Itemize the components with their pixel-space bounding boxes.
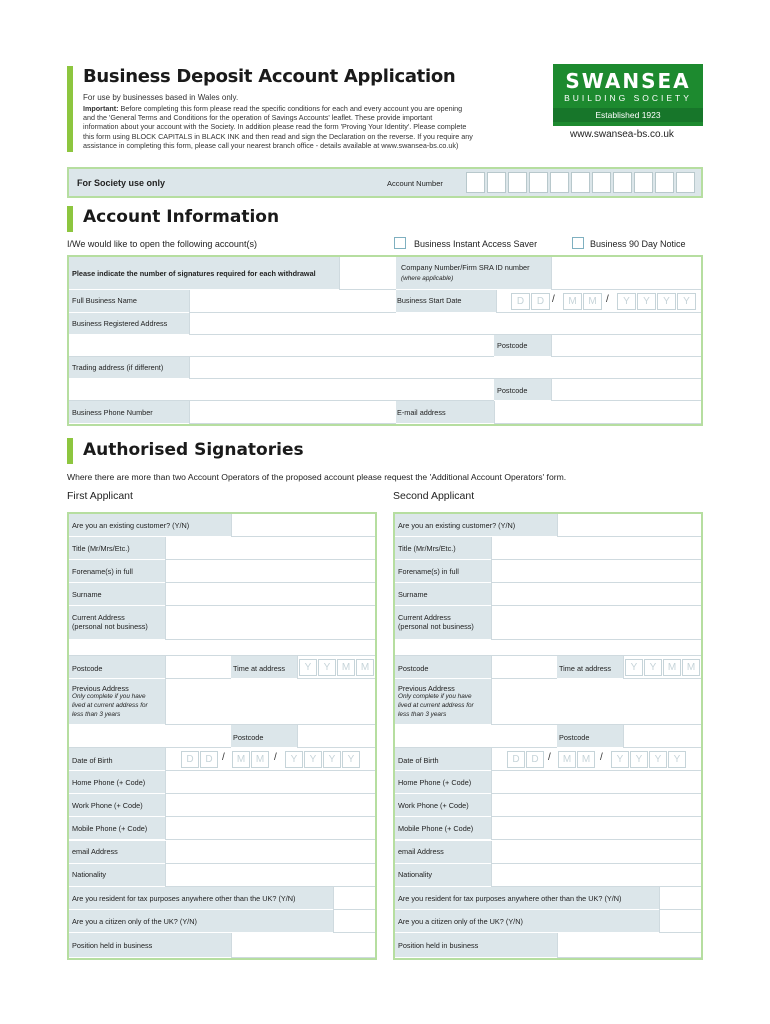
date-separator: / [552,294,555,305]
section-accent-bar [67,438,73,464]
first-applicant-dob-year-box[interactable]: Y [342,751,360,768]
second-applicant-prev-address-note: less than 3 years [398,711,447,718]
important-line: assistance in completing this form, please call your nearest branch office - details available at www.swansea-bs.co.uk) [83,140,459,150]
second-applicant-email-label: email Address [398,847,444,857]
company-number-input[interactable] [551,257,701,290]
first-applicant-dob-month-box[interactable]: M [232,751,250,768]
account-number-box[interactable] [466,172,485,193]
first-applicant-citizen-label: Are you a citizen only of the UK? (Y/N) [72,916,197,926]
account-number-box[interactable] [508,172,527,193]
first-applicant-dob-separator: / [222,752,225,763]
account-number-box[interactable] [613,172,632,193]
full-name-input[interactable] [189,290,396,313]
company-number-cell [396,257,551,290]
second-applicant-dob-year-box[interactable]: Y [611,751,629,768]
first-applicant-prev-address-input-line2[interactable] [69,725,231,748]
date-day-box[interactable]: D [531,293,550,310]
first-applicant-prev-address-label: Previous Address [72,684,129,693]
first-applicant-time-year-box[interactable]: Y [318,659,336,676]
registered-address-label: Business Registered Address [72,319,168,328]
second-applicant-forenames-label: Forename(s) in full [398,566,459,576]
second-applicant-prev-address-note: lived at current address for [398,702,474,709]
first-applicant-table [67,512,377,960]
phone-label: Business Phone Number [72,408,153,417]
first-applicant-current-address-input-line2[interactable] [69,640,375,656]
company-number-note: (where applicable) [401,275,454,282]
important-line: Before completing this form please read the specific conditions for each and every account you are opening [120,104,463,113]
account-number-box[interactable] [487,172,506,193]
first-applicant-mobile-phone-input[interactable] [165,817,375,840]
first-applicant-tax-resident-input[interactable] [333,887,375,910]
second-applicant-heading: Second Applicant [393,490,475,502]
instant-access-label: Business Instant Access Saver [414,239,538,249]
trading-address-label: Trading address (if different) [72,363,164,372]
second-applicant-prev-address-note: Only complete if you have [398,693,472,700]
date-day-box[interactable]: D [511,293,530,310]
first-applicant-dob-year-box[interactable]: Y [304,751,322,768]
second-applicant-nationality-input[interactable] [491,864,701,887]
important-label: Important: [83,104,119,113]
second-applicant-dob-month-box[interactable]: M [577,751,595,768]
trading-postcode-input[interactable] [551,379,701,401]
second-applicant-mobile-phone-input[interactable] [491,817,701,840]
second-applicant-time-year-box[interactable]: Y [625,659,643,676]
second-applicant-home-phone-label: Home Phone (+ Code) [398,777,472,787]
email-label: E-mail address [397,408,446,417]
second-applicant-postcode-label: Postcode [398,664,429,673]
first-applicant-dob-separator: / [274,752,277,763]
second-applicant-current-address-label: Current Address [398,613,451,622]
account-intro: I/We would like to open the following account(s) [67,239,257,249]
phone-input[interactable] [189,401,396,424]
second-applicant-postcode-input[interactable] [491,656,557,679]
first-applicant-title-label: Title (Mr/Mrs/Etc.) [72,543,130,553]
email-input[interactable] [494,401,701,424]
second-applicant-surname-label: Surname [398,589,428,599]
date-year-box[interactable]: Y [637,293,656,310]
trading-postcode-label: Postcode [497,386,528,395]
second-applicant-prev-address-input-line2[interactable] [395,725,557,748]
first-applicant-forenames-label: Forename(s) in full [72,566,133,576]
first-applicant-dob-year-box[interactable]: Y [323,751,341,768]
second-applicant-citizen-label: Are you a citizen only of the UK? (Y/N) [398,916,523,926]
second-applicant-position-label: Position held in business [398,940,479,950]
first-applicant-work-phone-label: Work Phone (+ Code) [72,800,143,810]
company-number-label: Company Number/Firm SRA ID number [401,263,530,272]
second-applicant-time-month-box[interactable]: M [682,659,700,676]
registered-postcode-input[interactable] [551,335,701,357]
date-separator: / [606,294,609,305]
second-applicant-dob-label: Date of Birth [398,756,439,765]
second-applicant-position-input[interactable] [557,933,701,958]
first-applicant-dob-day-box[interactable]: D [200,751,218,768]
first-applicant-title-input[interactable] [165,537,375,560]
trading-address-input[interactable] [189,357,701,379]
first-applicant-home-phone-input[interactable] [165,771,375,794]
account-info-title: Account Information [83,207,280,227]
first-applicant-dob-day-box[interactable]: D [181,751,199,768]
second-applicant-table [393,512,703,960]
account-number-box[interactable] [634,172,653,193]
instant-access-checkbox[interactable] [394,237,406,249]
registered-address-input-line2[interactable] [69,335,494,357]
signatories-intro: Where there are more than two Account Operators of the proposed account please request the 'Additional Account Operators' form. [67,472,567,482]
account-number-box[interactable] [550,172,569,193]
full-name-label: Full Business Name [72,296,137,305]
society-use-bar [67,167,703,198]
second-applicant-prev-postcode-label: Postcode [559,733,590,742]
first-applicant-time-month-box[interactable]: M [337,659,355,676]
first-applicant-existing-customer-input[interactable] [231,514,375,537]
date-month-box[interactable]: M [583,293,602,310]
second-applicant-dob-year-box[interactable]: Y [649,751,667,768]
date-year-box[interactable]: Y [677,293,696,310]
logo-tagline: BUILDING SOCIETY [564,93,692,103]
second-applicant-dob-month-box[interactable]: M [558,751,576,768]
ninety-day-checkbox[interactable] [572,237,584,249]
second-applicant-surname-input[interactable] [491,583,701,606]
first-applicant-tax-resident-label: Are you resident for tax purposes anywhere other than the UK? (Y/N) [72,893,296,903]
second-applicant-title-label: Title (Mr/Mrs/Etc.) [398,543,456,553]
first-applicant-dob-month-box[interactable]: M [251,751,269,768]
header-accent-bar [67,66,73,152]
section-accent-bar [67,206,73,232]
registered-address-input[interactable] [189,313,701,335]
date-month-box[interactable]: M [563,293,582,310]
second-applicant-time-at-address-label: Time at address [559,664,612,673]
second-applicant-dob-year-box[interactable]: Y [630,751,648,768]
signatories-title: Authorised Signatories [83,440,304,460]
first-applicant-email-label: email Address [72,847,118,857]
second-applicant-nationality-label: Nationality [398,870,433,880]
registered-postcode-label: Postcode [497,341,528,350]
second-applicant-email-input[interactable] [491,841,701,864]
account-number-box[interactable] [676,172,695,193]
second-applicant-home-phone-input[interactable] [491,771,701,794]
important-line: and the 'General Terms and Conditions for the operation of Savings Accounts' leaflet. These provide important [83,113,433,123]
first-applicant-surname-label: Surname [72,589,102,599]
first-applicant-mobile-phone-label: Mobile Phone (+ Code) [72,823,148,833]
account-info-table [67,255,703,426]
trading-address-input-line2[interactable] [69,379,494,401]
second-applicant-dob-separator: / [600,752,603,763]
page-title: Business Deposit Account Application [83,66,456,87]
second-applicant-prev-address-label: Previous Address [398,684,455,693]
first-applicant-time-at-address-label: Time at address [233,664,286,673]
first-applicant-time-year-box[interactable]: Y [299,659,317,676]
account-number-box[interactable] [571,172,590,193]
logo-established: Established 1923 [553,108,703,122]
second-applicant-forenames-input[interactable] [491,560,701,583]
second-applicant-dob-day-box[interactable]: D [507,751,525,768]
first-applicant-dob-label: Date of Birth [72,756,113,765]
first-applicant-position-input[interactable] [231,933,375,958]
first-applicant-prev-address-note: lived at current address for [72,702,148,709]
first-applicant-time-month-box[interactable]: M [356,659,374,676]
second-applicant-tax-resident-label: Are you resident for tax purposes anywhere other than the UK? (Y/N) [398,893,622,903]
signatures-input[interactable] [339,257,396,290]
date-year-box[interactable]: Y [617,293,636,310]
first-applicant-home-phone-label: Home Phone (+ Code) [72,777,146,787]
account-number-box[interactable] [529,172,548,193]
first-applicant-prev-postcode-input[interactable] [297,725,375,748]
website-link[interactable]: www.swansea-bs.co.uk [570,129,674,140]
first-applicant-nationality-label: Nationality [72,870,107,880]
first-applicant-postcode-input[interactable] [165,656,231,679]
second-applicant-mobile-phone-label: Mobile Phone (+ Code) [398,823,474,833]
first-applicant-prev-address-note: less than 3 years [72,711,121,718]
society-use-label: For Society use only [77,178,166,188]
logo-name: SWANSEA [565,69,691,93]
first-applicant-nationality-input[interactable] [165,864,375,887]
first-applicant-forenames-input[interactable] [165,560,375,583]
account-number-box[interactable] [592,172,611,193]
important-notice [83,104,528,150]
first-applicant-dob-year-box[interactable]: Y [285,751,303,768]
first-applicant-position-label: Position held in business [72,940,153,950]
first-applicant-current-address-label: Current Address [72,613,125,622]
second-applicant-prev-postcode-input[interactable] [623,725,701,748]
first-applicant-current-address-input[interactable] [165,606,375,640]
account-number-label: Account Number [387,179,443,188]
signatures-label: Please indicate the number of signatures required for each withdrawal [72,269,316,278]
ninety-day-label: Business 90 Day Notice [590,239,686,249]
second-applicant-work-phone-input[interactable] [491,794,701,817]
second-applicant-dob-separator: / [548,752,551,763]
first-applicant-heading: First Applicant [67,490,133,502]
second-applicant-time-month-box[interactable]: M [663,659,681,676]
first-applicant-prev-address-note: Only complete if you have [72,693,146,700]
second-applicant-existing-customer-input[interactable] [557,514,701,537]
page-subtitle: For use by businesses based in Wales only. [83,93,239,102]
first-applicant-existing-customer-label: Are you an existing customer? (Y/N) [72,520,190,530]
swansea-logo [553,64,703,126]
second-applicant-current-address-input-line2[interactable] [395,640,701,656]
second-applicant-title-input[interactable] [491,537,701,560]
second-applicant-dob-year-box[interactable]: Y [668,751,686,768]
second-applicant-tax-resident-input[interactable] [659,887,701,910]
second-applicant-existing-customer-label: Are you an existing customer? (Y/N) [398,520,516,530]
first-applicant-work-phone-input[interactable] [165,794,375,817]
first-applicant-email-input[interactable] [165,841,375,864]
first-applicant-citizen-input[interactable] [333,910,375,933]
second-applicant-current-address-input[interactable] [491,606,701,640]
first-applicant-prev-postcode-label: Postcode [233,733,264,742]
important-line: this form using BLOCK CAPITALS in BLACK INK and then read and sign the Declaration on the reverse. If you require any [83,131,473,141]
second-applicant-work-phone-label: Work Phone (+ Code) [398,800,469,810]
first-applicant-postcode-label: Postcode [72,664,103,673]
account-number-box[interactable] [655,172,674,193]
first-applicant-current-address-note: (personal not business) [72,622,148,631]
date-year-box[interactable]: Y [657,293,676,310]
second-applicant-time-year-box[interactable]: Y [644,659,662,676]
important-line: information about your account with the Society. In addition please read the form 'Proving Your Identity'. Please complete [83,122,467,132]
second-applicant-citizen-input[interactable] [659,910,701,933]
second-applicant-current-address-note: (personal not business) [398,622,474,631]
first-applicant-surname-input[interactable] [165,583,375,606]
second-applicant-dob-day-box[interactable]: D [526,751,544,768]
second-applicant-prev-address-input[interactable] [491,679,701,725]
start-date-label: Business Start Date [397,296,462,305]
first-applicant-prev-address-input[interactable] [165,679,375,725]
